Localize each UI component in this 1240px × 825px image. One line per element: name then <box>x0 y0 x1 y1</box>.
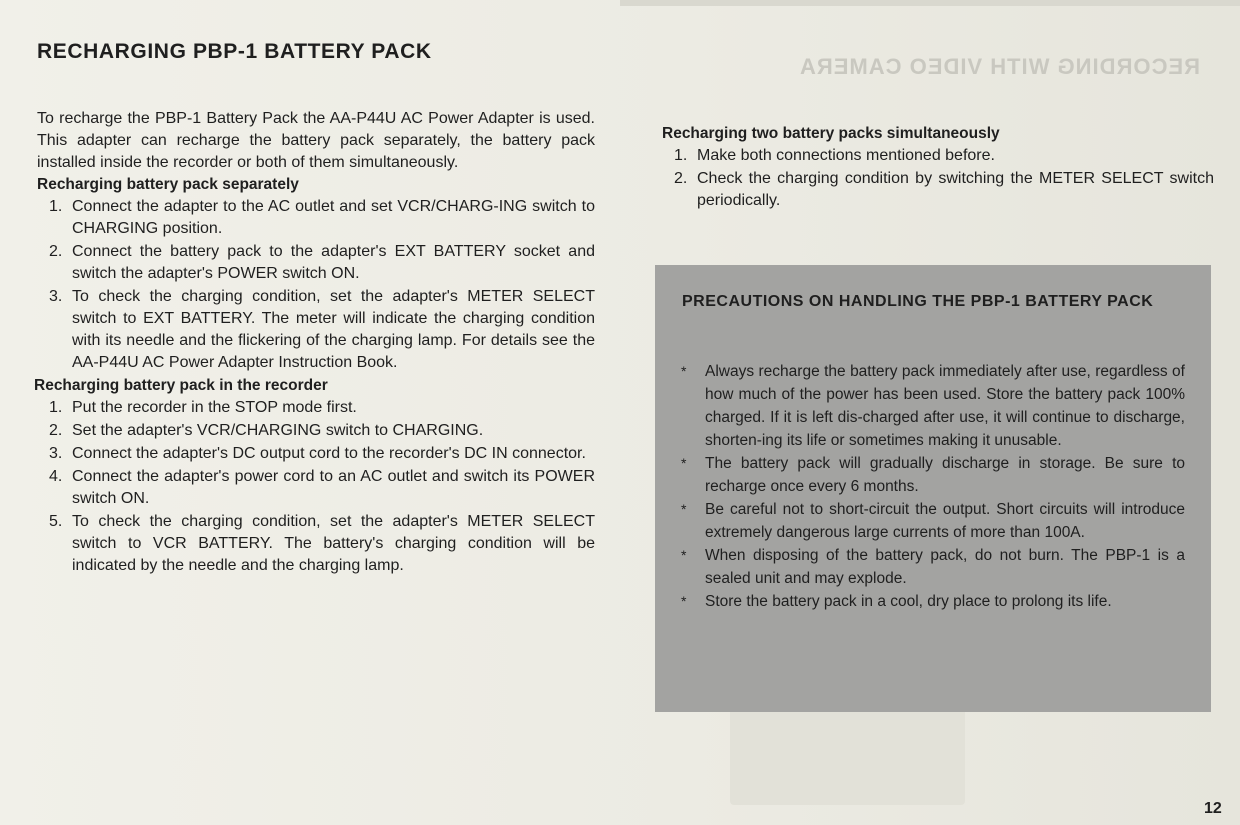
top-rule <box>620 0 1240 6</box>
step-text: Make both connections mentioned before. <box>697 147 995 164</box>
precaution-item <box>681 452 1185 498</box>
step-text: Connect the adapter's power cord to an AC outlet and switch its POWER switch ON. <box>72 468 595 507</box>
intro-paragraph: To recharge the PBP-1 Battery Pack the AA-P44U AC Power Adapter is used. This adapter can recharge the battery pack separately, the battery pack installed inside the recorder or both of them simultaneously. <box>37 110 595 171</box>
precaution-text: The battery pack will gradually discharge in storage. Be sure to recharge once every 6 months. <box>705 455 1185 495</box>
step-text: Connect the adapter's DC output cord to the recorder's DC IN connector. <box>72 445 586 462</box>
step-number: 3. <box>49 445 63 462</box>
steps-separately <box>37 196 595 374</box>
step-number: 3. <box>49 288 63 305</box>
step-item <box>37 443 595 465</box>
bleed-through-title: RECORDING WITH VIDEO CAMERA <box>799 54 1200 79</box>
step-number: 1. <box>674 147 688 164</box>
step-text: Connect the adapter to the AC outlet and set VCR/CHARG-ING switch to CHARGING position. <box>72 198 595 237</box>
two-packs-section <box>662 123 1214 213</box>
heading-two-packs: Recharging two battery packs simultaneously <box>662 125 1000 142</box>
precautions-title: PRECAUTIONS ON HANDLING THE PBP-1 BATTERY PACK <box>682 293 1154 310</box>
page-number: 12 <box>1204 800 1222 817</box>
step-number: 2. <box>49 243 63 260</box>
step-item <box>37 397 595 419</box>
asterisk-bullet: * <box>681 455 687 471</box>
step-item <box>37 511 595 577</box>
step-text: Connect the battery pack to the adapter's EXT BATTERY socket and switch the adapter's POWER switch ON. <box>72 243 595 282</box>
step-number: 1. <box>49 399 63 416</box>
step-item <box>37 196 595 240</box>
step-number: 4. <box>49 468 63 485</box>
heading-in-recorder: Recharging battery pack in the recorder <box>34 377 328 394</box>
step-item <box>662 168 1214 212</box>
precaution-item <box>681 498 1185 544</box>
step-text: To check the charging condition, set the adapter's METER SELECT switch to VCR BATTERY. The battery's charging condition will be indicated by the needle and the charging lamp. <box>72 513 595 574</box>
step-item <box>37 286 595 374</box>
step-number: 2. <box>49 422 63 439</box>
precaution-text: Always recharge the battery pack immediately after use, regardless of how much of the power has been used. Store the battery pack 100% charged. If it is left dis-charged after use, it will continue to discharge, shorten-ing its life or sometimes making it unusable. <box>705 363 1185 449</box>
step-text: To check the charging condition, set the adapter's METER SELECT switch to EXT BATTERY. The meter will indicate the charging condition with its needle and the flickering of the charging lamp. For details see the AA-P44U AC Power Adapter Instruction Book. <box>72 288 595 371</box>
step-number: 2. <box>674 170 688 187</box>
precaution-item <box>681 544 1185 590</box>
step-text: Check the charging condition by switching the METER SELECT switch periodically. <box>697 170 1214 209</box>
left-column <box>34 40 595 578</box>
step-item <box>37 241 595 285</box>
precaution-text: Store the battery pack in a cool, dry place to prolong its life. <box>705 593 1112 610</box>
asterisk-bullet: * <box>681 547 687 563</box>
step-text: Set the adapter's VCR/CHARGING switch to CHARGING. <box>72 422 484 439</box>
page-title: RECHARGING PBP-1 BATTERY PACK <box>37 40 432 63</box>
step-text: Put the recorder in the STOP mode first. <box>72 399 357 416</box>
step-item <box>37 420 595 442</box>
heading-separately: Recharging battery pack separately <box>37 176 299 193</box>
precautions-list <box>681 360 1185 613</box>
step-item <box>662 145 1214 167</box>
precaution-text: Be careful not to short-circuit the output. Short circuits will introduce extremely dangerous large currents of more than 100A. <box>705 501 1185 541</box>
precaution-item <box>681 360 1185 452</box>
asterisk-bullet: * <box>681 593 687 609</box>
precaution-text: When disposing of the battery pack, do not burn. The PBP-1 is a sealed unit and may explode. <box>705 547 1185 587</box>
precaution-item <box>681 590 1185 613</box>
step-number: 1. <box>49 198 63 215</box>
precautions-box <box>655 265 1211 712</box>
asterisk-bullet: * <box>681 363 687 379</box>
asterisk-bullet: * <box>681 501 687 517</box>
step-item <box>37 466 595 510</box>
step-number: 5. <box>49 513 63 530</box>
steps-in-recorder <box>37 397 595 577</box>
steps-two-packs <box>662 145 1214 212</box>
